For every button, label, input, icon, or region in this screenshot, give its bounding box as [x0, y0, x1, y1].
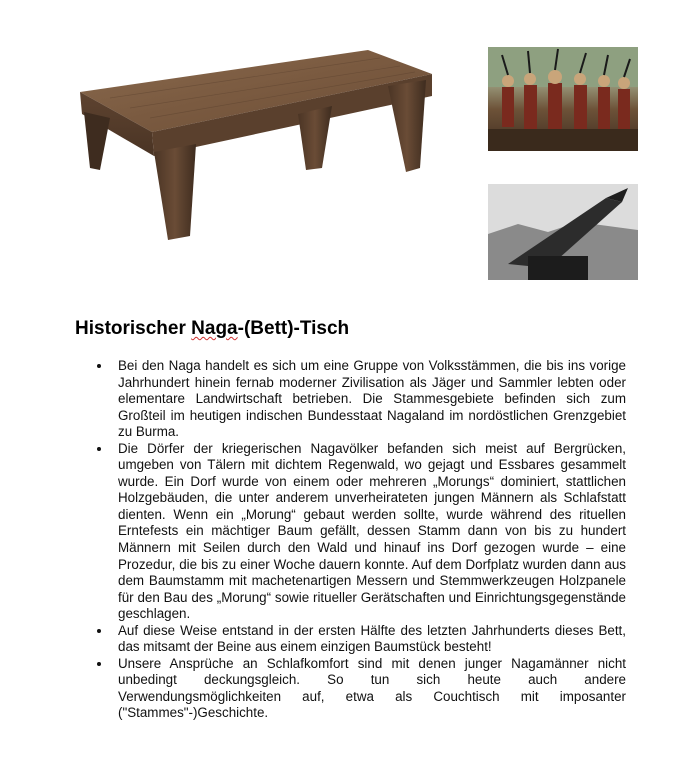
morung-house-photo: [488, 184, 638, 280]
bullet-marker: [97, 447, 101, 451]
bullet-marker: [97, 662, 101, 666]
bullet-item: [118, 441, 626, 623]
bullet-item: [118, 656, 626, 722]
table-photo: [70, 40, 440, 260]
title-spellcheck-word: Naga: [191, 318, 238, 339]
bullet-text: Auf diese Weise entstand in der ersten Hälfte des letzten Jahrhunderts dieses Bett, das mitsamt der Beine aus einem einzigen Baumstück besteht!: [118, 622, 626, 655]
bullet-text: Die Dörfer der kriegerischen Nagavölker befanden sich meist auf Bergrücken, umgeben von Tälern mit dichtem Regenwald, wo gejagt und Essbares gesammelt wurde. Ein Dorf wurde von einem oder mehreren „Morungs“ dominiert, stattlichen Holzgebäuden, die unter anderem unverheirateten jungen Männern als Schlafstatt dienten. Wenn ein „Morung“ gebaut werden sollte, wurde während des rituellen Erntefests ein mächtiger Baum gefällt, dessen Stamm dann von bis zu hundert Männern mit Seilen durch den Wald und hinauf ins Dorf gezogen wurde – eine Prozedur, die bis zu einer Woche dauern konnte. Auf dem Dorfplatz wurden dann aus dem Baumstamm mit machetenartigen Messern und Stemmwerkzeugen Holzpanele für den Bau des „Morung“ sowie ritueller Gerätschaften und Einrichtungsgegenstände geschlagen.: [118, 440, 626, 622]
bullet-item: [118, 623, 626, 656]
bullet-item: [118, 358, 626, 441]
bullet-marker: [97, 629, 101, 633]
bullet-text: Bei den Naga handelt es sich um eine Gruppe von Volksstämmen, die bis ins vorige Jahrhundert hinein fernab moderner Zivilisation als Jäger und Sammler lebten oder elementare Landwirtschaft betrieben. Die Stammesgebiete befinden sich zum Großteil im heutigen indischen Bundesstaat Nagaland im nordöstlichen Grenzgebiet zu Burma.: [118, 358, 626, 440]
bullet-list: [118, 358, 626, 722]
naga-dancers-photo: [488, 47, 638, 151]
bullet-marker: [97, 364, 101, 368]
document-title: [75, 317, 349, 341]
title-part-2: -(Bett)-Tisch: [237, 318, 350, 339]
title-part-1: Historischer: [75, 318, 192, 339]
bullet-text: Unsere Ansprüche an Schlafkomfort sind mit denen junger Nagamänner nicht unbedingt deckungsgleich. So tun sich heute auch andere Verwendungsmöglichkeiten auf, etwa als Couchtisch mit imposanter ("Stammes"-)Geschichte.: [118, 655, 626, 721]
